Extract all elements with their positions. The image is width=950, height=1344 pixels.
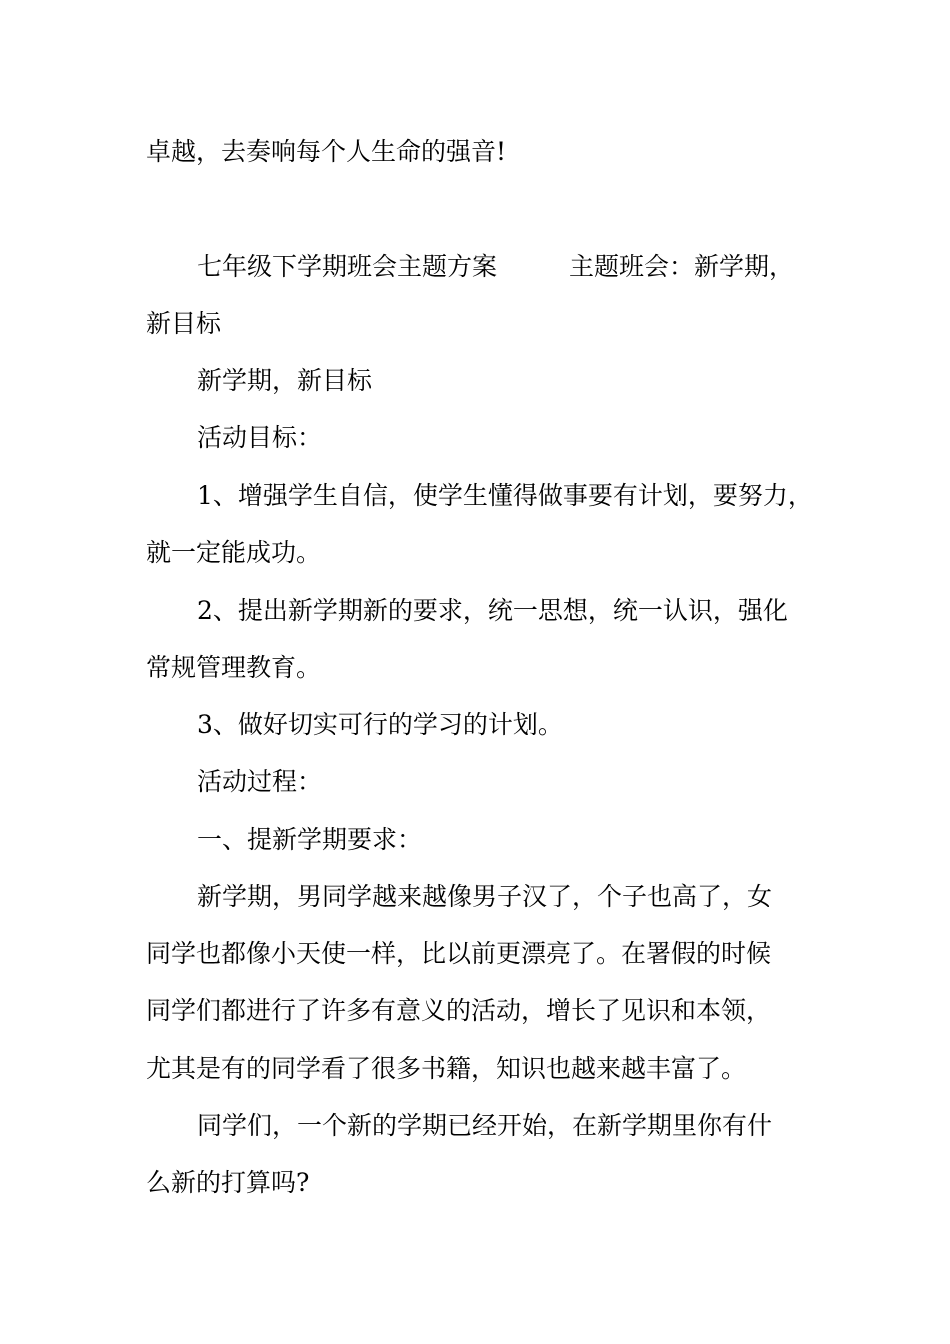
section-subtitle: 主题班会：新学期， [569, 252, 795, 281]
text-line: 常规管理教育。 [146, 653, 322, 682]
heading: 活动目标： [197, 423, 323, 452]
text-line: 新目标 [146, 309, 222, 338]
section-title: 七年级下学期班会主题方案 [197, 252, 498, 281]
text-line: 1、增强学生自信，使学生懂得做事要有计划，要努力， [197, 481, 813, 510]
text-line: 3、做好切实可行的学习的计划。 [197, 710, 563, 739]
text-line: 新学期，男同学越来越像男子汉了，个子也高了，女 [197, 882, 773, 911]
text-line: 卓越，去奏响每个人生命的强音! [146, 137, 507, 166]
text-line: 就一定能成功。 [146, 538, 322, 567]
text-line: 同学们，一个新的学期已经开始，在新学期里你有什 [197, 1111, 773, 1140]
text-line: 尤其是有的同学看了很多书籍，知识也越来越丰富了。 [146, 1054, 747, 1083]
text-line: 同学们都进行了许多有意义的活动，增长了见识和本领， [146, 996, 772, 1025]
heading: 一、提新学期要求： [197, 825, 423, 854]
text-line: 2、提出新学期新的要求，统一思想，统一认识，强化 [197, 596, 788, 625]
text-line: 同学也都像小天使一样，比以前更漂亮了。在署假的时候 [146, 939, 772, 968]
heading: 活动过程： [197, 767, 323, 796]
text-line: 么新的打算吗? [146, 1168, 310, 1197]
heading: 新学期，新目标 [197, 366, 373, 395]
